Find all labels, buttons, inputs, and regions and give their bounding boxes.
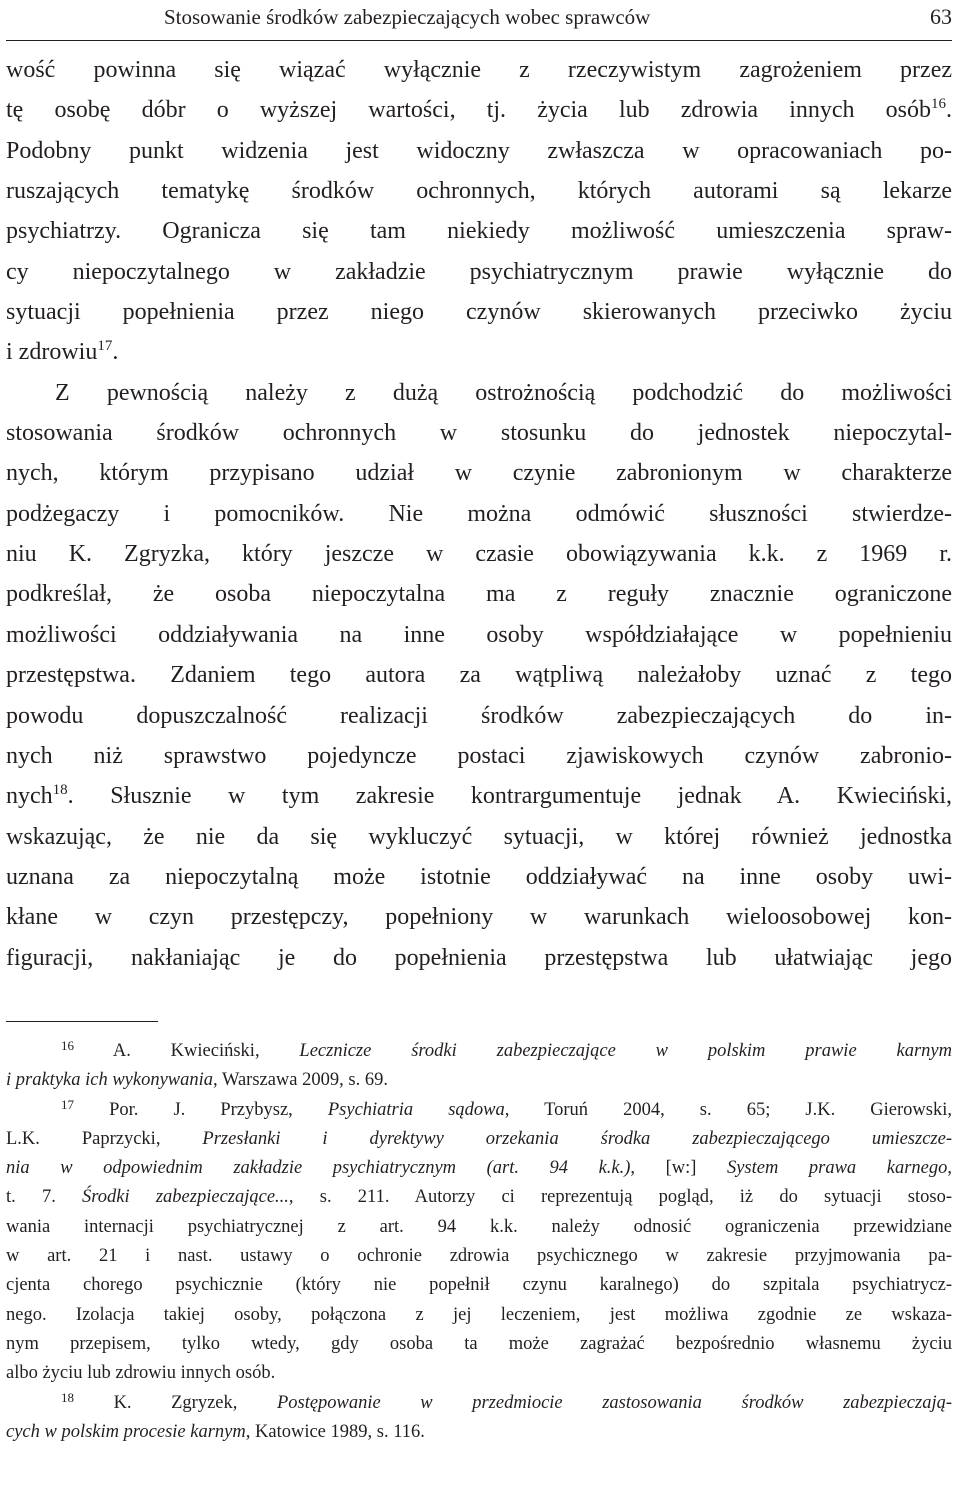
footnote-line: w art. 21 i nast. ustawy o ochronie zdrowia psychicznego w zakresie przyjmowania pa- [6,1246,952,1267]
text-line: podkreślał, że osoba niepoczytalna ma z reguły znacznie ograniczone [6,581,952,608]
text-line: tę osobę dóbr o wyższej wartości, tj. życia lub zdrowia innych osób$^{16}$. [6,96,952,124]
text-line: sytuacji popełnienia przez niego czynów skierowanych przeciwko życiu [6,299,952,326]
text-line: kłane w czyn przestępczy, popełniony w warunkach wieloosobowej kon- [6,904,952,931]
footnote-line: $^{17}$ Por. J. Przybysz, Psychiatria sądowa, Toruń 2004, s. 65; J.K. Gierowski, [61,1096,952,1120]
footnote-line: wania internacji psychiatrycznej z art. 94 k.k. należy odnosić ograniczenia przewidziane [6,1216,952,1237]
footnotes [6,1037,952,1447]
footnote-line: cjenta chorego psychicznie (który nie popełnił czynu karalnego) do szpitala psychiatrycz- [6,1275,952,1296]
text-line: figuracji, nakłaniając je do popełnienia przestępstwa lub ułatwiając jego [6,944,952,971]
footnote-line: t. 7. Środki zabezpieczające..., s. 211. Autorzy ci reprezentują pogląd, iż do sytuacji stoso- [6,1187,952,1208]
footnote-line: L.K. Paprzycki, Przesłanki i dyrektywy orzekania środka zabezpieczającego umieszcze- [6,1128,952,1149]
text-line: Z pewnością należy z dużą ostrożnością podchodzić do możliwości [55,379,952,406]
text-line: przestępstwa. Zdaniem tego autora za wątpliwą należałoby uznać z tego [6,662,952,689]
footnote-number: 16 [61,1038,74,1053]
text-line: powodu dopuszczalność realizacji środków zabezpieczających do in- [6,702,952,729]
footnote-ref-18[interactable]: 18 [52,782,68,799]
text-line: wskazując, że nie da się wykluczyć sytuacji, w której również jednostka [6,823,952,850]
header-rule [6,40,952,41]
footnote-line: i praktyka ich wykonywania, Warszawa 2009, s. 69. [6,1070,388,1091]
footnote-17 [6,1096,952,1389]
footnote-number: 18 [61,1389,74,1405]
running-head: Stosowanie środków zabezpieczających wobec sprawców [164,5,651,29]
text-line: i zdrowiu$^{17}$. [6,338,119,366]
footnote-line: albo życiu lub zdrowiu innych osób. [6,1363,276,1384]
text-line: Podobny punkt widzenia jest widoczny zwłaszcza w opracowaniach po- [6,137,952,164]
text-line: niu K. Zgryzka, który jeszcze w czasie obowiązywania k.k. z 1969 r. [6,541,952,568]
footnote-line: $^{18}$ K. Zgryzek, Postępowanie w przedmiocie zastosowania środków zabezpieczają- [61,1389,952,1413]
text-line: możliwości oddziaływania na inne osoby współdziałające w popełnieniu [6,621,952,648]
footnote-line: $^{16}$ A. Kwieciński, Lecznicze środki zabezpieczające w polskim prawie karnym [61,1038,952,1061]
page-header [164,2,952,32]
text-line: nych, którym przypisano udział w czynie zabronionym w charakterze [6,460,952,487]
footnote-16 [6,1037,952,1096]
footnote-line: nia w odpowiednim zakładzie psychiatrycznym (art. 94 k.k.), [w:] System prawa karnego, [6,1158,952,1179]
text-line: wość powinna się wiązać wyłącznie z rzeczywistym zagrożeniem przez [6,57,952,83]
main-text [6,50,952,978]
footnote-line: cych w polskim procesie karnym, Katowice 1989, s. 116. [6,1421,425,1442]
footnote-number: 17 [61,1096,74,1112]
text-line: uznana za niepoczytalną może istotnie oddziaływać na inne osoby uwi- [6,863,952,890]
text-line: ruszających tematykę środków ochronnych, których autorami są lekarze [6,178,952,205]
paragraph-1 [6,50,952,373]
footnote-ref-17[interactable]: 17 [97,338,113,355]
text-line: cy niepoczytalnego w zakładzie psychiatrycznym prawie wyłącznie do [6,258,952,285]
page-number: 63 [930,4,952,29]
footnote-separator [6,1021,158,1022]
text-line: psychiatrzy. Ogranicza się tam niekiedy możliwość umieszczenia spraw- [6,218,952,245]
footnote-line: nego. Izolacja takiej osoby, połączona z jej leczeniem, jest możliwa zgodnie ze wskaza- [6,1304,952,1325]
text-line: stosowania środków ochronnych w stosunku do jednostek niepoczytal- [6,420,952,447]
footnote-ref-16[interactable]: 16 [931,96,946,113]
footnote-18 [6,1389,952,1448]
paragraph-2 [6,373,952,978]
text-line: podżegaczy i pomocników. Nie można odmówić słuszności stwierdze- [6,500,952,527]
footnote-line: nym przepisem, tylko wtedy, gdy osoba ta może zagrażać bezpośrednio własnemu życiu [6,1333,952,1354]
text-line: nych$^{18}$. Słusznie w tym zakresie kontrargumentuje jednak A. Kwieciński, [6,782,952,810]
text-line: nych niż sprawstwo pojedyncze postaci zjawiskowych czynów zabronio- [6,742,952,769]
